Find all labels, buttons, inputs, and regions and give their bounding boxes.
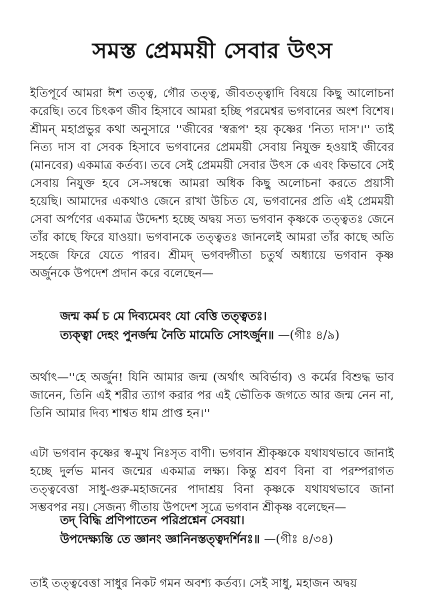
verse-text: উপদেক্ষ্যন্তি তে জ্ঞানং জ্ঞানিনস্তত্ত্বদর্শিনঃ॥ <box>60 532 260 546</box>
explanation-paragraph: এটা ভগবান কৃষ্ণের স্ব-মুখ নিঃসৃত বাণী। ভগবান শ্রীকৃষ্ণকে যথাযথভাবে জানাই হচ্ছে দুর্লভ মানব জন্মের একমাত্র লক্ষ্য। কিন্তু শ্রবণ বিনা বা পরম্পরাগত তত্ত্ববেত্তা সাধু-গুরু-মহাজনের পাদাশ্রয় বিনা কৃষ্ণকে যথাযথভাবে জানা সম্ভবপর নয়। সেজন্য গীতায় উপদেশ সূত্রে ভগবান শ্রীকৃষ্ণ বলেছেন— <box>30 445 394 514</box>
page-title: সমস্ত প্রেমময়ী সেবার উৎস <box>92 38 333 64</box>
verse-line: তদ্ বিদ্ধি প্রণিপাতেন পরিপ্রশ্নেন সেবয়া। <box>60 513 245 527</box>
verse-reference: —(গীঃ ৪/৯) <box>277 328 340 342</box>
verse-reference: —(গীঃ ৪/৩৪) <box>263 532 334 546</box>
translation-paragraph: অর্থাৎ—''হে অর্জুন! যিনি আমার জন্ম (অর্থাৎ অবির্ভাব) ও কর্মের বিশুদ্ধ ভাব জানেন, তিনি এই শরীর ত্যাগ করার পর এই ভৌতিক জগতে আর জন্ম নেন না, তিনি আমার দিব্য শাশ্বত ধাম প্রাপ্ত হন।'' <box>30 369 394 420</box>
verse-line: জন্ম কর্ম চ মে দিব্যমেবং যো বেত্তি তত্ত্বতঃ। <box>60 309 267 323</box>
closing-paragraph: তাই তত্ত্ববেত্তা সাধুর নিকট গমন অবশ্য কর্তব্য। সেই সাধু, মহাজন অদ্বয় <box>30 575 357 590</box>
intro-paragraph: ইতিপূর্বে আমরা ঈশ তত্ত্ব, গৌর তত্ত্ব, জীবতত্ত্বাদি বিষয়ে কিছু আলোচনা করেছি। তবে চিৎকণ জীব হিসাবে আমরা হচ্ছি পরমেশ্বর ভগবানের অংশ বিশেষ। শ্রীমন্ মহাপ্রভুর কথা অনুসারে ''জীবের 'স্বরূপ' হয় কৃষ্ণের 'নিত্য দাস'।'' তাই নিত্য দাস বা সেবক হিসাবে ভগবানের প্রেমময়ী সেবায় নিযুক্ত হওয়াই জীবের (মানবের) একমাত্র কর্তব্য। তবে সেই প্রেমময়ী সেবার উৎস কে এবং কিভাবে সেই সেবায় নিযুক্ত হবে সে-সম্বন্ধে আমরা অধিক কিছু অলোচনা করতে প্রয়াসী হয়েছি। আমাদের একথাও জেনে রাখা উচিত যে, ভগবানের প্রতি এই প্রেমময়ী সেবা অর্পণের একমাত্র উদ্দেশ্য হচ্ছে অদ্বয় সত্য ভগবান কৃষ্ণকে তত্ত্বতঃ জেনে তাঁর কাছে ফিরে যাওয়া। ভগবানকে তত্ত্বতঃ জানলেই আমরা তাঁর কাছে অতি সহজে ফিরে যেতে পারব। শ্রীমদ্ ভগবদ্গীতা চতুর্থ অধ্যায়ে ভগবান কৃষ্ণ অর্জুনকে উপদেশ প্রদান করে বলেছেন— <box>30 85 394 280</box>
verse-line-with-ref <box>60 326 390 345</box>
gita-verse-4-9 <box>60 307 390 345</box>
gita-verse-4-34 <box>60 511 390 549</box>
verse-line-with-ref <box>60 530 390 549</box>
verse-text: ত্যক্ত্বা দেহং পুনর্জন্ম নৈতি মামেতি সোঽর্জুন॥ <box>60 328 274 342</box>
